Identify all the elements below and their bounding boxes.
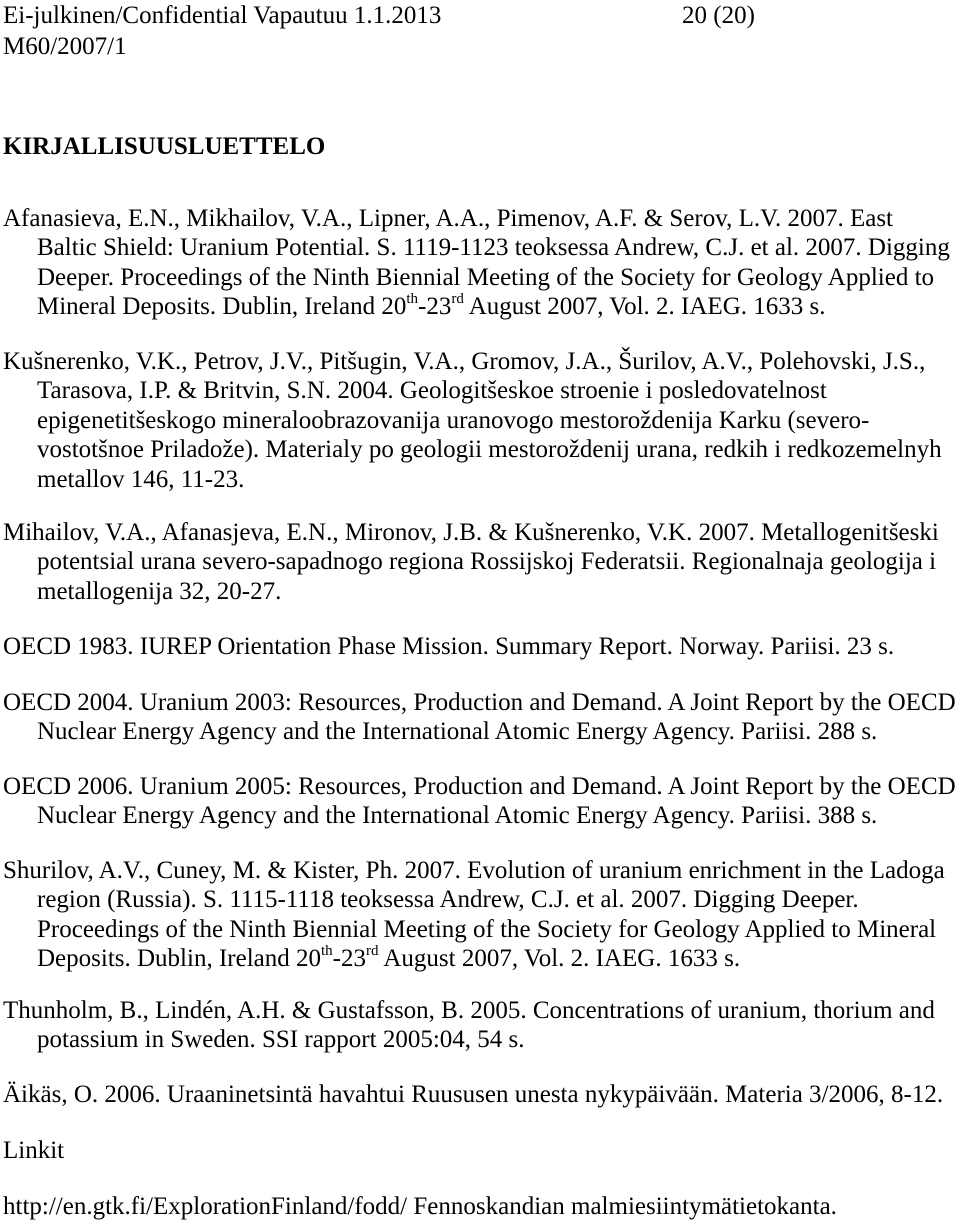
reference-oecd-2004: OECD 2004. Uranium 2003: Resources, Production and Demand. A Joint Report by the OECD Nuclear Energy Agency and the International Atomic Energy Agency. Pariisi. 288 s.: [3, 689, 956, 746]
link-entry: [3, 1192, 837, 1221]
link-url[interactable]: http://en.gtk.fi/ExplorationFinland/fodd/: [3, 1193, 408, 1220]
reference-oecd-1983: OECD 1983. IUREP Orientation Phase Mission. Summary Report. Norway. Pariisi. 23 s.: [3, 633, 895, 660]
document-number: M60/2007/1: [3, 33, 127, 60]
header-left: [3, 0, 441, 62]
reference-mihailov: Mihailov, V.A., Afanasjeva, E.N., Mironov, J.B. & Kušnerenko, V.K. 2007. Metallogenitšeski potentsial urana severo-sapadnogo regiona Rossijskoj Federatsii. Regionalnaja geologija i metallogenija 32, 20-27.: [3, 519, 939, 605]
link-description: Fennoskandian malmiesiintymätietokanta.: [407, 1193, 837, 1220]
reference-kusnerenko: Kušnerenko, V.K., Petrov, J.V., Pitšugin, V.A., Gromov, J.A., Šurilov, A.V., Polehovski, J.S., Tarasova, I.P. & Britvin, S.N. 2004. Geologitšeskoe stroenie i posledovatelnost epigenetitšeskogo mineraloobrazovanija uranovogo mestoroždenija Karku (severo-vostotšnoe Priladože). Materialy po geologii mestoroždenij urana, redkih i redkozemelnyh metallov 146, 11-23.: [3, 348, 942, 493]
reference-afanasieva: Afanasieva, E.N., Mikhailov, V.A., Lipner, A.A., Pimenov, A.F. & Serov, L.V. 2007. East Baltic Shield: Uranium Potential. S. 1119-1123 teoksessa Andrew, C.J. et al. 2007. Digging Deeper. Proceedings of the Ninth Biennial Meeting of the Society for Geology Applied to Mineral Deposits. Dublin, Ireland 20th-23rd August 2007, Vol. 2. IAEG. 1633 s.: [3, 205, 950, 321]
reference-aikas: Äikäs, O. 2006. Uraaninetsintä havahtui Ruususen unesta nykypäivään. Materia 3/2006, 8-12.: [3, 1081, 944, 1108]
section-title: KIRJALLISUUSLUETTELO: [3, 133, 326, 160]
reference-shurilov: Shurilov, A.V., Cuney, M. & Kister, Ph. 2007. Evolution of uranium enrichment in the Ladoga region (Russia). S. 1115-1118 teoksessa Andrew, C.J. et al. 2007. Digging Deeper. Proceedings of the Ninth Biennial Meeting of the Society for Geology Applied to Mineral Deposits. Dublin, Ireland 20th-23rd August 2007, Vol. 2. IAEG. 1633 s.: [3, 857, 945, 973]
links-heading: Linkit: [3, 1137, 65, 1164]
reference-oecd-2006: OECD 2006. Uranium 2005: Resources, Production and Demand. A Joint Report by the OECD Nuclear Energy Agency and the International Atomic Energy Agency. Pariisi. 388 s.: [3, 773, 956, 830]
confidentiality-label: Ei-julkinen/Confidential Vapautuu 1.1.2013: [3, 2, 442, 29]
reference-thunholm: Thunholm, B., Lindén, A.H. & Gustafsson, B. 2005. Concentrations of uranium, thorium and potassium in Sweden. SSI rapport 2005:04, 54 s.: [3, 997, 935, 1054]
page-number: 20 (20): [682, 2, 755, 29]
